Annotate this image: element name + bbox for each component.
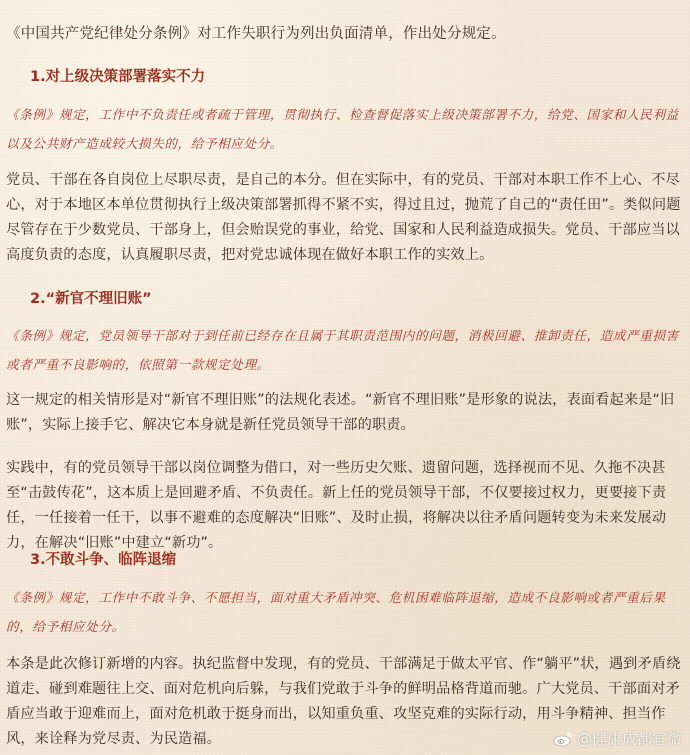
section-2-heading: 2.“新官不理旧账” xyxy=(30,291,152,307)
section-2-paragraph-2: 实践中，有的党员领导干部以岗位调整为借口，对一些历史欠账、遗留问题，选择视而不见、久拖不决甚至“击鼓传花”，这本质上是回避矛盾、不负责任。新上任的党员领导干部，不仅要接过权力，更要接下责任，一任接着一任干，以事不避难的态度解决“旧账”、及时止损，将解决以往矛盾问题转变为未来发展动力，在解决“旧账”中建立“新功”。 xyxy=(6,460,667,551)
section-1-heading: 1.对上级决策部署落实不力 xyxy=(30,69,206,85)
intro-paragraph: 《中国共产党纪律处分条例》对工作失职行为列出负面清单，作出处分规定。 xyxy=(6,26,506,42)
section-1-paragraph-1: 党员、干部在各自岗位上尽职尽责，是自己的本分。但在实际中，有的党员、干部对本职工作不上心、不尽心，对于本地区本单位贯彻执行上级决策部署抓得不紧不实，得过且过，抛荒了自己的“责任田”。类似问题尽管存在于少数党员、干部身上，但会贻误党的事业，给党、国家和人民利益造成损失。党员、干部应当以高度负责的态度，认真履职尽责，把对党忠诚体现在做好本职工作的实效上。 xyxy=(6,172,681,263)
section-3-quote: 《条例》规定，工作中不敢斗争、不愿担当，面对重大矛盾冲突、危机困难临阵退缩，造成不良影响或者严重后果的，给予相应处分。 xyxy=(6,590,666,634)
section-1-quote: 《条例》规定，工作中不负责任或者疏于管理，贯彻执行、检查督促落实上级决策部署不力，给党、国家和人民利益以及公共财产造成较大损失的，给予相应处分。 xyxy=(6,107,679,151)
section-3-paragraph-1: 本条是此次修订新增的内容。执纪监督中发现，有的党员、干部满足于做太平官、作“躺平”状，遇到矛盾绕道走、碰到难题往上交、面对危机向后躲，与我们党敢于斗争的鲜明品格背道而驰。广大党员、干部面对矛盾应当敢于迎难而上，面对危机敢于挺身而出，以知重负重、攻坚克难的实际行动，用斗争精神、担当作风，来诠释为党尽责、为民造福。 xyxy=(6,656,681,747)
watermark-text: @健康成都官微 xyxy=(576,730,682,748)
section-3-heading: 3.不敢斗争、临阵退缩 xyxy=(30,552,177,568)
watermark xyxy=(553,728,682,749)
section-2-quote: 《条例》规定，党员领导干部对于到任前已经存在且属于其职责范围内的问题，消极回避、推卸责任，造成严重损害或者严重不良影响的，依照第一款规定处理。 xyxy=(6,328,679,372)
section-2-paragraph-1: 这一规定的相关情形是对“新官不理旧账”的法规化表述。“新官不理旧账”是形象的说法，表面看起来是“旧账”，实际上接手它、解决它本身就是新任党员领导干部的职责。 xyxy=(6,392,675,433)
weibo-icon xyxy=(553,731,573,747)
